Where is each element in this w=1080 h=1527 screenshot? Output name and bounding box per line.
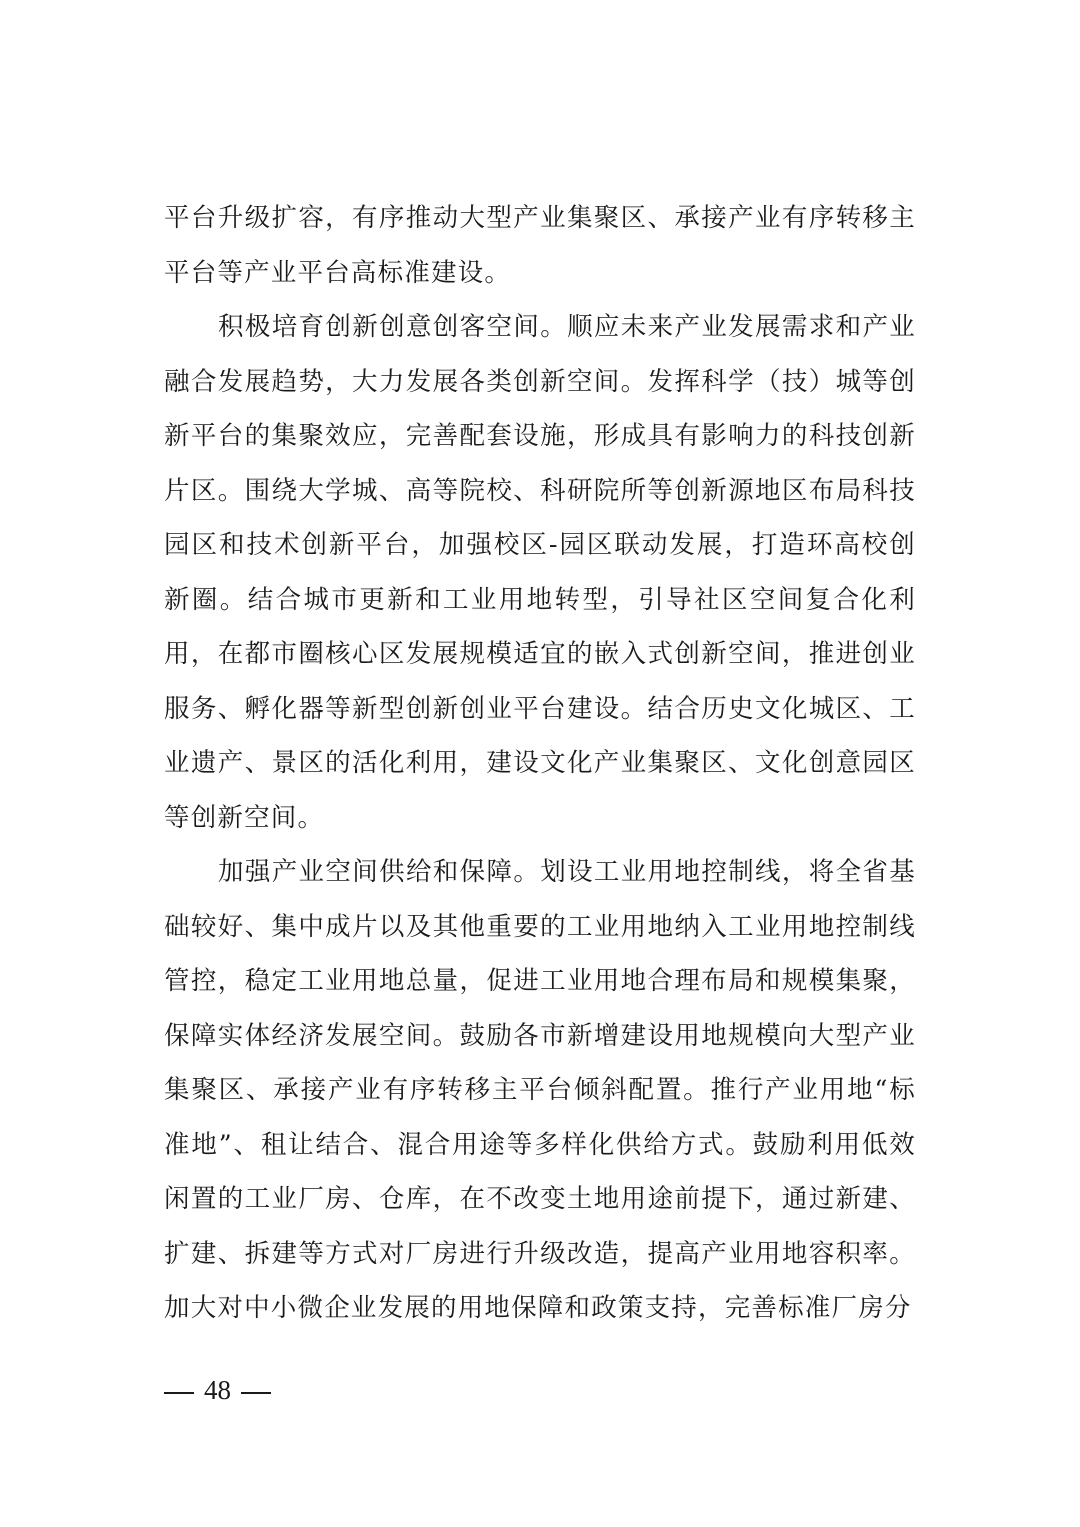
body-text — [164, 191, 916, 1336]
footer-dash-left — [164, 1392, 194, 1394]
page-footer — [164, 1372, 271, 1408]
paragraph-continuation — [164, 191, 916, 300]
footer-dash-right — [241, 1392, 271, 1394]
paragraph-heading: 加强产业空间供给和保障。 — [218, 857, 541, 887]
paragraph-innovation-space — [164, 300, 916, 845]
page-number: 48 — [204, 1375, 231, 1405]
paragraph-industrial-space — [164, 845, 916, 1336]
paragraph-text: 平台升级扩容，有序推动大型产业集聚区、承接产业有序转移主平台等产业平台高标准建设。 — [164, 203, 916, 288]
paragraph-heading: 积极培育创新创意创客空间。 — [218, 312, 568, 342]
paragraph-text: 划设工业用地控制线，将全省基础较好、集中成片以及其他重要的工业用地纳入工业用地控制线管控，稳定工业用地总量，促进工业用地合理布局和规模集聚，保障实体经济发展空间。鼓励各市新增建设用地规模向大型产业集聚区、承接产业有序转移主平台倾斜配置。推行产业用地“标准地”、租让结合、混合用途等多样化供给方式。鼓励利用低效闲置的工业厂房、仓库，在不改变土地用途前提下，通过新建、扩建、拆建等方式对厂房进行升级改造，提高产业用地容积率。加大对中小微企业发展的用地保障和政策支持，完善标准厂房分 — [164, 857, 916, 1323]
paragraph-text: 顺应未来产业发展需求和产业融合发展趋势，大力发展各类创新空间。发挥科学（技）城等创新平台的集聚效应，完善配套设施，形成具有影响力的科技创新片区。围绕大学城、高等院校、科研院所等创新源地区布局科技园区和技术创新平台，加强校区-园区联动发展，打造环高校创新圈。结合城市更新和工业用地转型，引导社区空间复合化利用，在都市圈核心区发展规模适宜的嵌入式创新空间，推进创业服务、孵化器等新型创新创业平台建设。结合历史文化城区、工业遗产、景区的活化利用，建设文化产业集聚区、文化创意园区等创新空间。 — [164, 312, 916, 833]
